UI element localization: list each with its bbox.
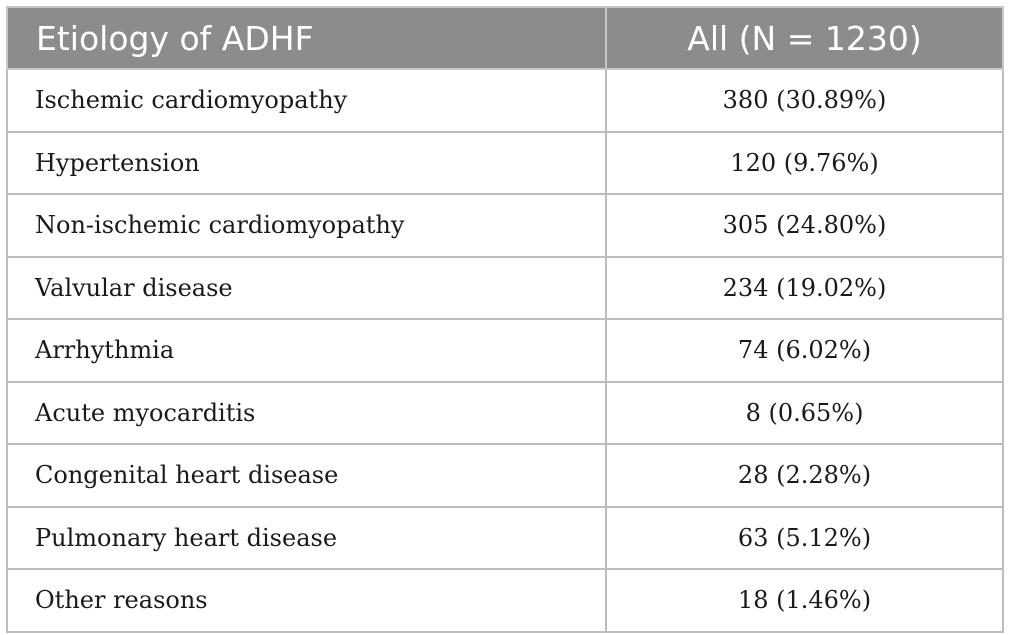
etiology-cell: Arrhythmia — [7, 319, 606, 382]
etiology-cell: Acute myocarditis — [7, 382, 606, 445]
table-row — [7, 382, 1003, 445]
table-row — [7, 257, 1003, 320]
column-header-etiology: Etiology of ADHF — [7, 7, 606, 69]
table-row — [7, 69, 1003, 132]
etiology-cell: Pulmonary heart disease — [7, 507, 606, 570]
count-cell: 18 (1.46%) — [606, 569, 1003, 632]
count-cell: 63 (5.12%) — [606, 507, 1003, 570]
etiology-cell: Valvular disease — [7, 257, 606, 320]
etiology-cell: Hypertension — [7, 132, 606, 195]
table-header — [7, 7, 1003, 69]
count-cell: 380 (30.89%) — [606, 69, 1003, 132]
etiology-table-container — [6, 6, 1002, 633]
etiology-cell: Ischemic cardiomyopathy — [7, 69, 606, 132]
table-row — [7, 444, 1003, 507]
count-cell: 74 (6.02%) — [606, 319, 1003, 382]
etiology-cell: Congenital heart disease — [7, 444, 606, 507]
etiology-table — [6, 6, 1004, 633]
etiology-cell: Non-ischemic cardiomyopathy — [7, 194, 606, 257]
header-row — [7, 7, 1003, 69]
column-header-all: All (N = 1230) — [606, 7, 1003, 69]
count-cell: 8 (0.65%) — [606, 382, 1003, 445]
table-row — [7, 319, 1003, 382]
table-body — [7, 69, 1003, 632]
table-row — [7, 507, 1003, 570]
table-row — [7, 132, 1003, 195]
count-cell: 234 (19.02%) — [606, 257, 1003, 320]
count-cell: 120 (9.76%) — [606, 132, 1003, 195]
table-row — [7, 569, 1003, 632]
etiology-cell: Other reasons — [7, 569, 606, 632]
count-cell: 305 (24.80%) — [606, 194, 1003, 257]
table-row — [7, 194, 1003, 257]
count-cell: 28 (2.28%) — [606, 444, 1003, 507]
